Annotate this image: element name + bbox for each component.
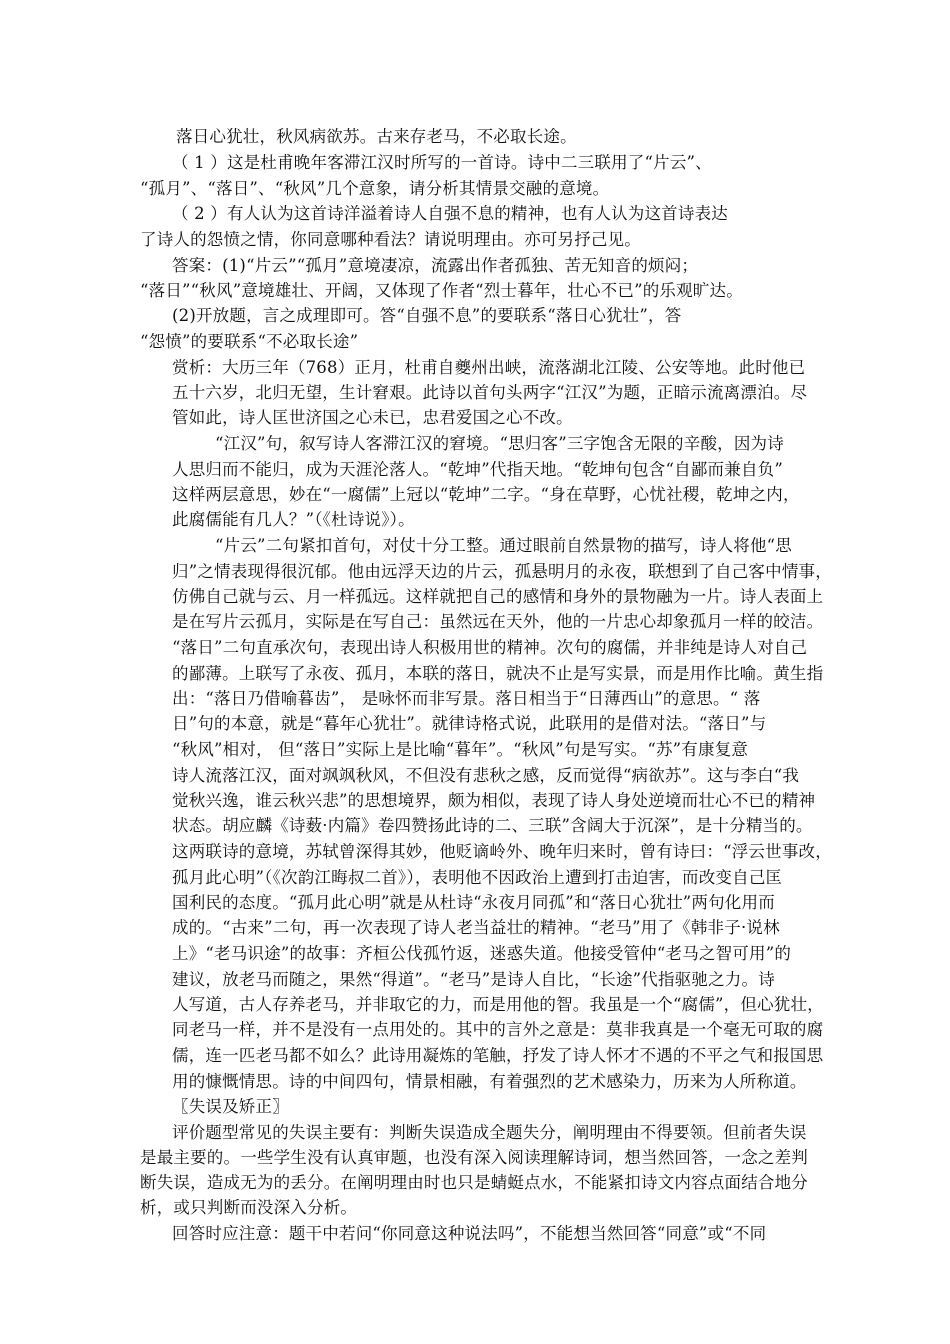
appreciation-line: 归”之情表现得很沉郁。他由远浮天边的片云，孤悬明月的永夜，联想到了自己客中情事， xyxy=(172,562,832,581)
appreciation-line: 的鄙薄。上联写了永夜、孤月，本联的落日，就决不止是写实景，而是用作比喻。黄生指 xyxy=(172,664,824,683)
appreciation-line: 赏析：大历三年（768）正月，杜甫自夔州出峡，流落湖北江陵、公安等地。此时他已 xyxy=(172,358,806,377)
appreciation-line: 同老马一样，并不是没有一点用处的。其中的言外之意是：莫非我真是一个毫无可取的腐 xyxy=(172,1020,824,1039)
answer-line: 答案：(1)“片云”“孤月”意境凄凉，流露出作者孤独、苦无知音的烦闷； xyxy=(172,256,699,275)
appreciation-line: “片云”二句紧扣首句，对仗十分工整。通过眼前自然景物的描写，诗人将他“思 xyxy=(215,536,793,555)
appreciation-line: 这两联诗的意境，苏轼曾深得其妙，他贬谪岭外、晚年归来时，曾有诗曰：“浮云世事改， xyxy=(172,842,832,861)
question-1-line: “孤月”、“落日”、“秋风”几个意象，请分析其情景交融的意境。 xyxy=(140,179,610,198)
appreciation-line: 用的慷慨情思。诗的中间四句，情景相融，有着强烈的艺术感染力，历来为人所称道。 xyxy=(172,1072,807,1091)
section-line: 回答时应注意：题干中若问“你同意这种说法吗”，不能想当然回答“同意”或“不同 xyxy=(172,1224,767,1243)
appreciation-line: 仿佛自己就与云、月一样孤远。这样就把自己的感情和身外的景物融为一片。诗人表面上 xyxy=(172,587,824,606)
appreciation-line: 这样两层意思，妙在“一腐儒”上冠以“乾坤”二字。“身在草野，心忧社稷，乾坤之内， xyxy=(172,485,800,504)
appreciation-line: 建议，放老马而随之，果然“得道”。“老马”是诗人自比，“长途”代指驱驰之力。诗 xyxy=(172,970,775,989)
appreciation-line: 管如此，诗人匡世济国之心未已，忠君爱国之心不改。 xyxy=(172,408,573,427)
section-line: 析，或只判断而没深入分析。 xyxy=(140,1198,358,1217)
appreciation-line: 儒，连一匹老马都不如么？此诗用凝炼的笔触，抒发了诗人怀才不遇的不平之气和报国思 xyxy=(172,1046,824,1065)
appreciation-line: 孤月此心明”（《次韵江晦叔二首》），表明他不因政治上遭到打击迫害，而改变自己匡 xyxy=(172,868,783,887)
appreciation-line: 国利民的态度。“孤月此心明”就是从杜诗“永夜月同孤”和“落日心犹壮”两句化用而 xyxy=(172,893,775,912)
question-2-line: 了诗人的怨愤之情，你同意哪种看法？请说明理由。亦可另抒己见。 xyxy=(140,230,641,249)
appreciation-line: 此腐儒能有几人？”（《杜诗说》）。 xyxy=(172,510,415,529)
appreciation-line: 日”句的本意，就是“暮年心犹壮”。就律诗格式说，此联用的是借对法。“落日”与 xyxy=(172,714,767,733)
appreciation-line: 五十六岁，北归无望，生计窘艰。此诗以首句头两字“江汉”为题，正暗示流离漂泊。尽 xyxy=(172,383,808,402)
question-1-line: （ 1 ）这是杜甫晚年客滞江汉时所写的一首诗。诗中二三联用了“片云”、 xyxy=(172,153,712,172)
appreciation-line: “秋风”相对， 但“落日”实际上是比喻“暮年”。“秋风”句是写实。“苏”有康复意 xyxy=(172,740,749,759)
section-heading: 〖失误及矫正〗 xyxy=(172,1097,289,1116)
poem-line: 落日心犹壮，秋风病欲苏。古来存老马，不必取长途。 xyxy=(176,127,577,146)
answer-line: (2)开放题，言之成理即可。答“自强不息”的要联系“落日心犹壮”，答 xyxy=(172,306,682,325)
section-line: 是最主要的。一些学生没有认真审题，也没有深入阅读理解诗词，想当然回答，一念之差判 xyxy=(140,1148,808,1167)
appreciation-line: 上》“老马识途”的故事：齐桓公伐孤竹返，迷惑失道。他接受管仲“老马之智可用”的 xyxy=(172,944,792,963)
appreciation-line: 人写道，古人存养老马，并非取它的力，而是用他的智。我虽是一个“腐儒”，但心犹壮， xyxy=(172,995,824,1014)
section-line: 评价题型常见的失误主要有：判断失误造成全题失分，阐明理由不得要领。但前者失误 xyxy=(172,1123,807,1142)
section-line: 断失误，造成无为的丢分。在阐明理由时也只是蜻蜓点水，不能紧扣诗文内容点面结合地分 xyxy=(140,1173,808,1192)
answer-line: “怨愤”的要联系“不必取长途” xyxy=(140,332,359,351)
appreciation-line: 诗人流落江汉，面对飒飒秋风，不但没有悲秋之感，反而觉得“病欲苏”。这与李白“我 xyxy=(172,766,800,785)
appreciation-line: 是在写片云孤月，实际是在写自己：虽然远在天外，他的一片忠心却象孤月一样的皎洁。 xyxy=(172,612,824,631)
question-2-line: （ 2 ）有人认为这首诗洋溢着诗人自强不息的精神，也有人认为这首诗表达 xyxy=(172,204,728,223)
appreciation-line: 状态。胡应麟《诗薮·内篇》卷四赞扬此诗的二、三联”含阔大于沉深”，是十分精当的。 xyxy=(172,816,813,835)
appreciation-line: “江汉”句，叙写诗人客滞江汉的窘境。“思归客”三字饱含无限的辛酸，因为诗 xyxy=(215,434,784,453)
appreciation-line: 出：“落日乃借喻暮齿”， 是咏怀而非写景。落日相当于“日薄西山”的意思。“ 落 xyxy=(172,689,761,708)
answer-line: “落日”“秋风”意境雄壮、开阔，又体现了作者“烈士暮年，壮心不已”的乐观旷达。 xyxy=(140,281,743,300)
appreciation-line: 成的。“古来”二句，再一次表现了诗人老当益壮的精神。“老马”用了《韩非子·说林 xyxy=(172,918,780,937)
appreciation-line: 人思归而不能归，成为天涯沦落人。“乾坤”代指天地。“乾坤句包含“自鄙而兼自负” xyxy=(172,460,783,479)
appreciation-line: “落日”二句直承次句，表现出诗人积极用世的精神。次句的腐儒，并非纯是诗人对自己 xyxy=(172,638,808,657)
appreciation-line: 觉秋兴逸，谁云秋兴悲”的思想境界，颇为相似，表现了诗人身处逆境而壮心不已的精神 xyxy=(172,791,816,810)
